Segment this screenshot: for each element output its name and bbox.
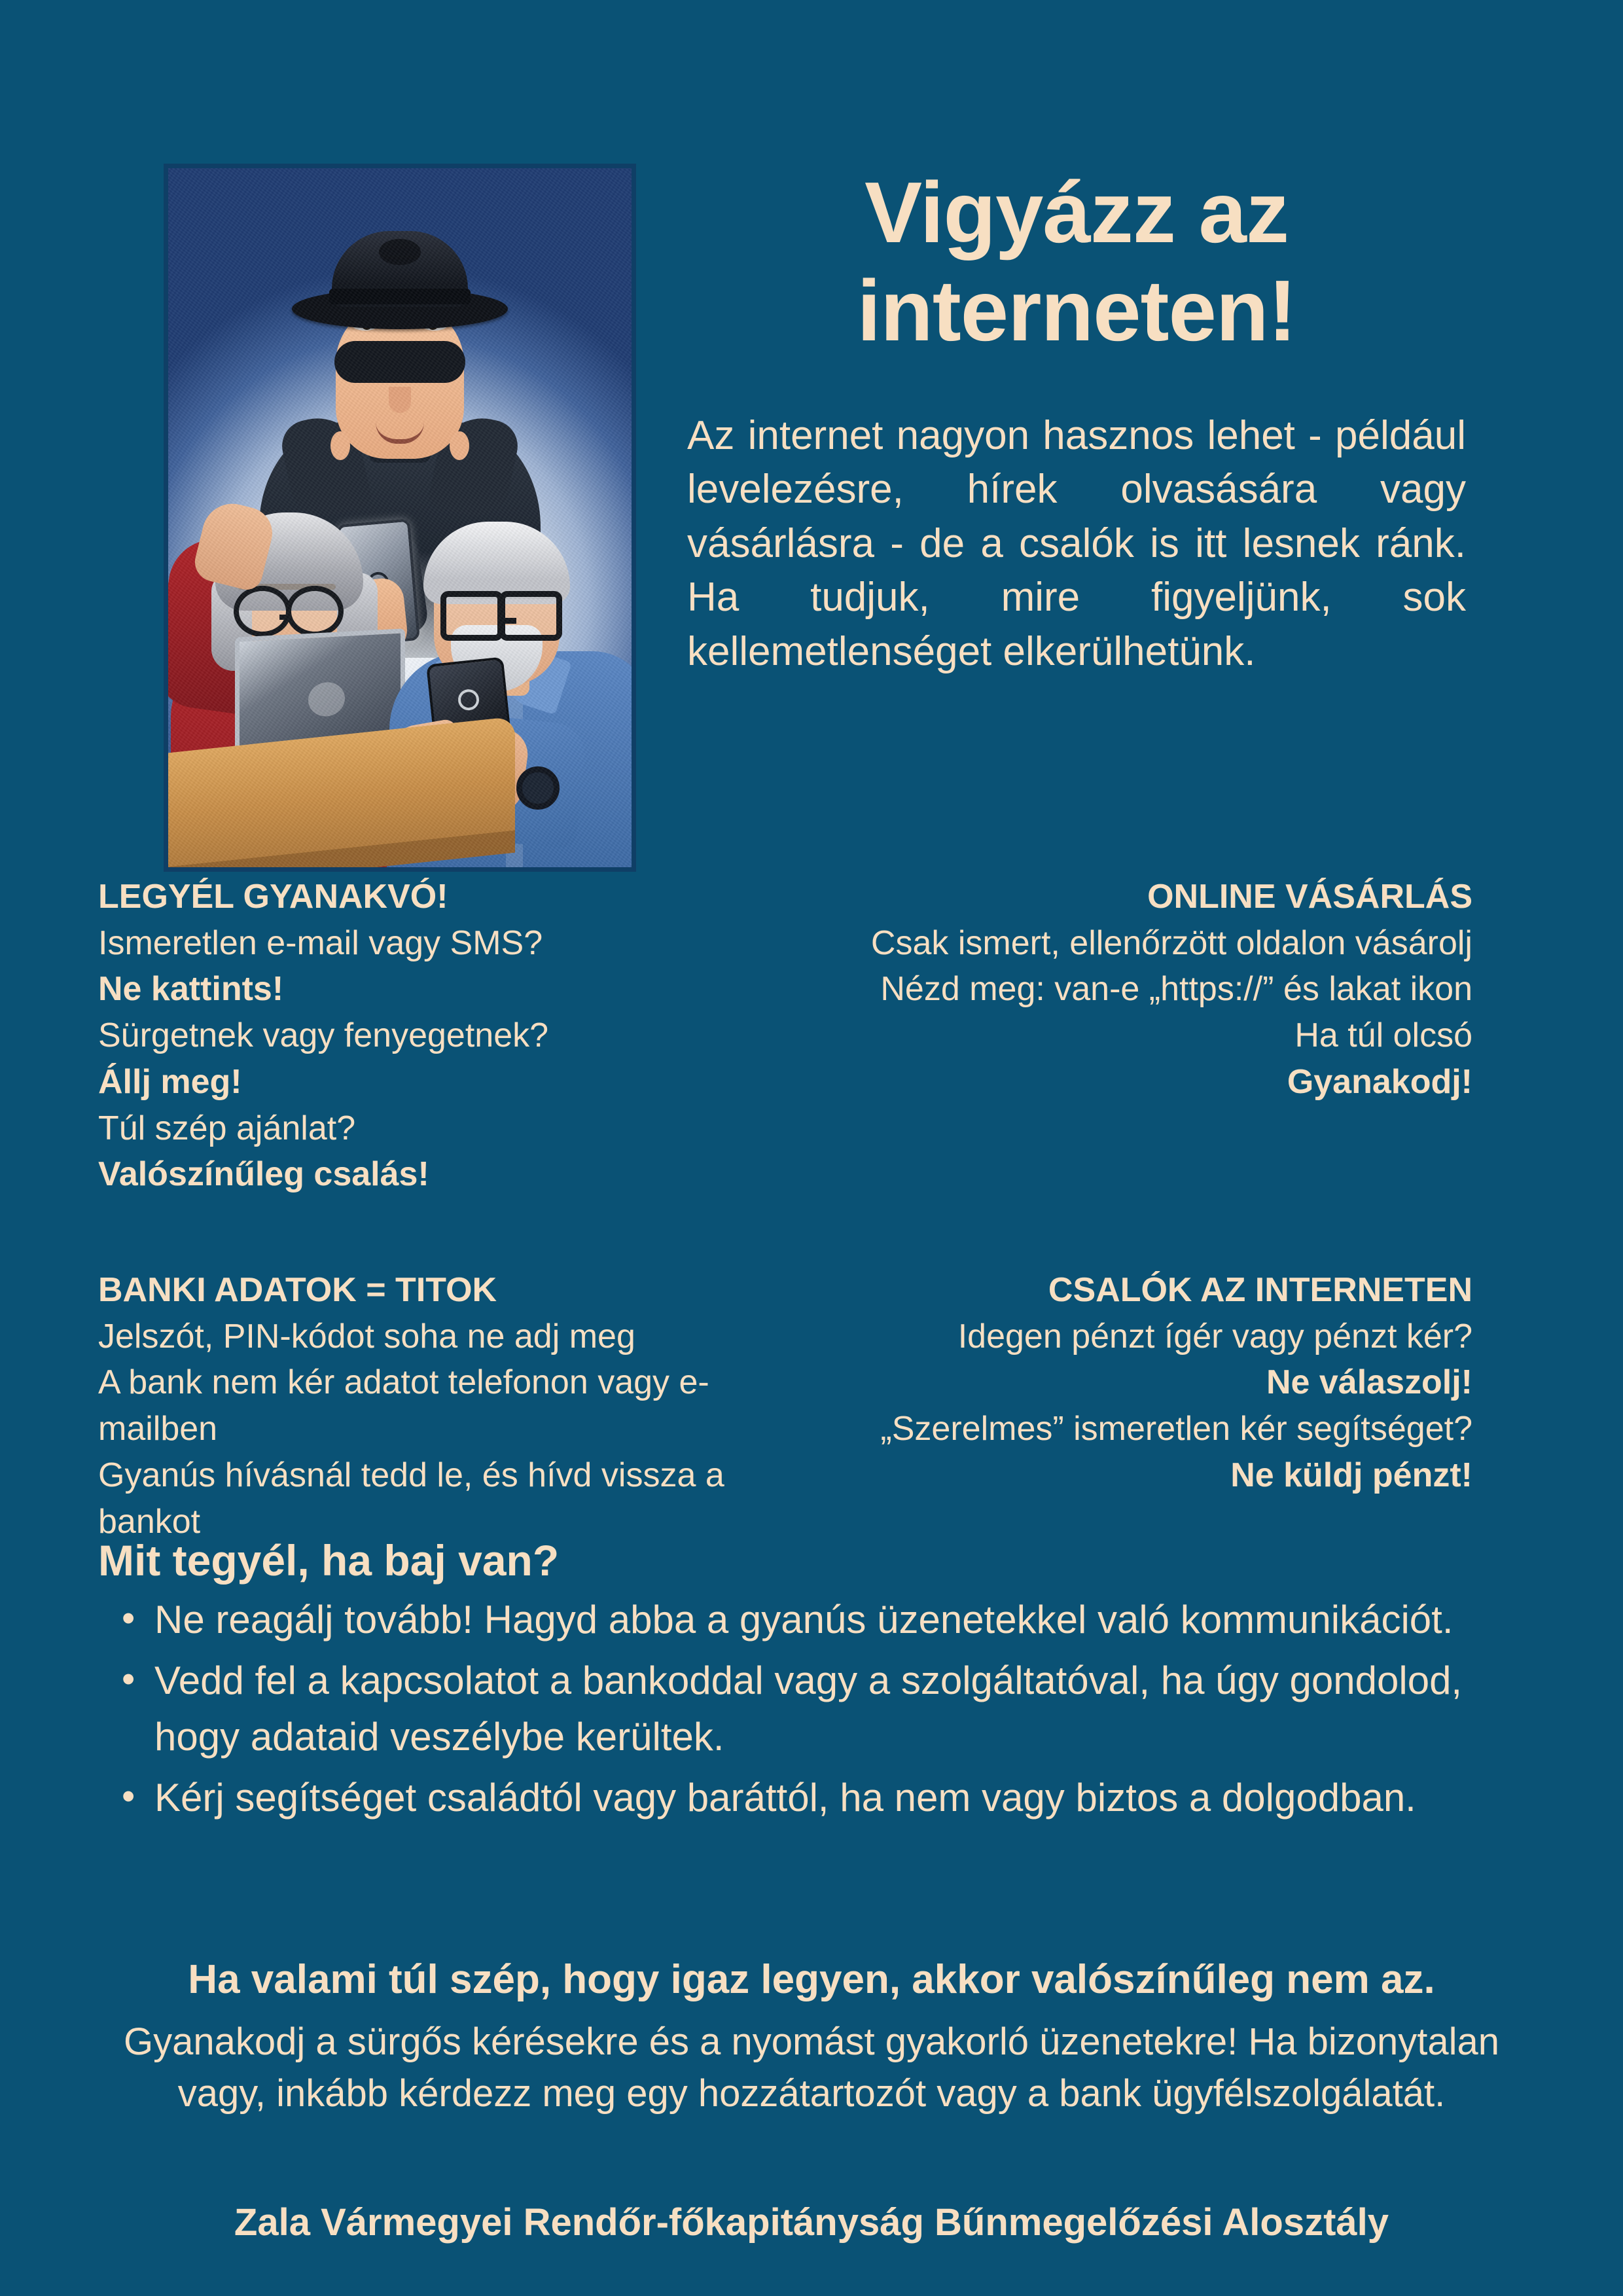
tip-card-legyel-gyanakvo [98, 874, 730, 1198]
man-eyeglasses-left-lens [440, 591, 503, 641]
woman-eyeglasses-right-lens [286, 586, 344, 637]
tip-line: Gyanús hívásnál tedd le, és hívd vissza a bankot [98, 1456, 724, 1541]
man-eyeglasses-bridge [502, 618, 516, 624]
page-title-line-2: interneten! [857, 262, 1296, 359]
tip-line: Valószínűleg csalás! [98, 1155, 429, 1194]
tip-line: Sürgetnek vagy fenyegetnek? [98, 1016, 549, 1055]
tip-line: Nézd meg: van-e „https://” és lakat ikon [880, 970, 1472, 1009]
list-item: • Kérj segítséget családtól vagy baráttól, ha nem vagy biztos a dolgodban. [154, 1770, 1492, 1825]
what-to-do-list [98, 1592, 1492, 1825]
tip-line: Ha túl olcsó [1294, 1016, 1472, 1055]
tip-heading: LEGYÉL GYANAKVÓ! [98, 878, 448, 916]
headline-column [687, 164, 1466, 679]
closing-strong-line: Ha valami túl szép, hogy igaz legyen, akkor valószínűleg nem az. [188, 1957, 1435, 2002]
page-title-line-1: Vigyázz az [865, 164, 1289, 260]
list-item: • Vedd fel a kapcsolatot a bankoddal vagy a szolgáltatóval, ha úgy gondolod, hogy adataid veszélybe kerültek. [154, 1653, 1492, 1764]
tip-card-online-vasarlas [841, 874, 1472, 1198]
intro-paragraph: Az internet nagyon hasznos lehet - például levelezésre, hírek olvasására vagy vásárlásra - de a csalók is itt lesnek ránk. Ha tudjuk, mire figyeljünk, sok kellemetlenséget elkerülhetünk. [687, 412, 1466, 674]
wristwatch-icon [516, 766, 560, 810]
scammer-smirk [376, 422, 424, 444]
tip-line: Jelszót, PIN-kódot soha ne adj meg [98, 1317, 635, 1355]
closing-body-text: Gyanakodj a sürgős kérésekre és a nyomást gyakorló üzenetekre! Ha bizonytalan vagy, inkább kérdezz meg egy hozzátartozót vagy a bank ügyfélszolgálatát. [123, 2020, 1500, 2115]
scam-illustration [164, 164, 636, 872]
list-item: • Ne reagálj tovább! Hagyd abba a gyanús üzenetekkel való kommunikációt. [154, 1592, 1492, 1647]
tip-card-csalok-az-interneten [841, 1267, 1472, 1545]
woman-eyeglasses-bridge [279, 615, 290, 620]
tip-line: Ne kattints! [98, 970, 284, 1009]
poster-header-row [164, 164, 1466, 872]
tips-grid [98, 874, 1472, 1545]
closing-section [98, 1954, 1525, 2120]
tip-line: Állj meg! [98, 1062, 242, 1101]
page-title [687, 164, 1466, 361]
tip-line: Idegen pénzt ígér vagy pénzt kér? [957, 1317, 1472, 1355]
what-to-do-section [98, 1535, 1492, 1831]
tip-heading: ONLINE VÁSÁRLÁS [1147, 878, 1472, 916]
woman-eyeglasses-left-lens [234, 586, 291, 637]
scammer-eye-mask [334, 341, 465, 383]
tip-line: Gyanakodj! [1287, 1062, 1472, 1101]
fedora-hat-dent [379, 239, 421, 265]
tip-card-banki-adatok [98, 1267, 730, 1545]
tip-line: Csak ismert, ellenőrzött oldalon vásárolj [870, 924, 1472, 962]
what-to-do-heading: Mit tegyél, ha baj van? [98, 1536, 560, 1585]
scammer-nose [389, 387, 411, 413]
tip-line: A bank nem kér adatot telefonon vagy e-mailben [98, 1363, 709, 1448]
man-eyeglasses-right-lens [499, 591, 562, 641]
tip-heading: BANKI ADATOK = TITOK [98, 1271, 497, 1310]
tip-line: Ne küldj pénzt! [1230, 1456, 1472, 1494]
tip-line: Túl szép ajánlat? [98, 1109, 356, 1147]
tip-line: „Szerelmes” ismeretlen kér segítséget? [880, 1410, 1472, 1448]
fedora-hat-band [329, 289, 471, 304]
scammer-ear-right [450, 431, 469, 460]
tip-line: Ismeretlen e-mail vagy SMS? [98, 924, 543, 962]
footer-organization: Zala Vármegyei Rendőr-főkapitányság Bűnmegelőzési Alosztály [234, 2201, 1389, 2244]
tip-line: Ne válaszolj! [1266, 1363, 1472, 1402]
scammer-ear-left [330, 431, 350, 460]
tip-heading: CSALÓK AZ INTERNETEN [1048, 1271, 1472, 1310]
